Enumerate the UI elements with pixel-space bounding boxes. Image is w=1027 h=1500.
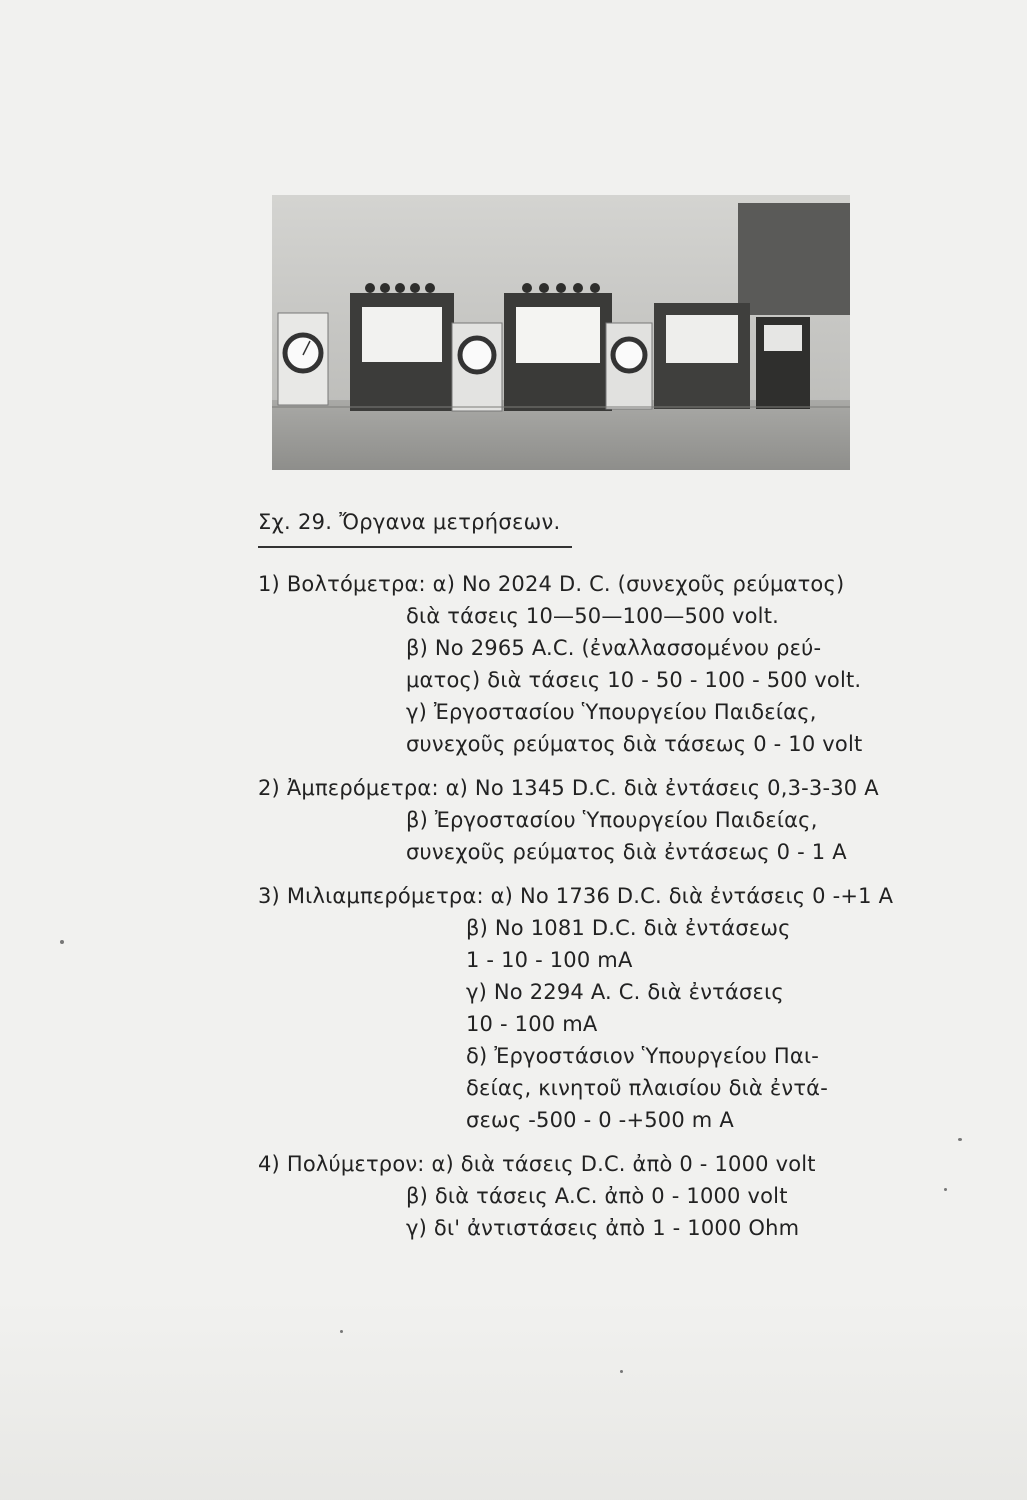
section-milliammeters-c: γ) No 2294 A. C. διὰ ἐντάσεις [466, 980, 784, 1004]
figure-caption: Σχ. 29. Ὄργανα μετρήσεων. [258, 510, 561, 534]
section-milliammeters-c-cont: 10 - 100 mA [466, 1012, 598, 1036]
scan-speck [60, 940, 64, 944]
section-voltmeters-c: γ) Ἐργοστασίου Ὑπουργείου Παιδείας, [406, 700, 817, 724]
section-multimeter-c: γ) δι' ἀντιστάσεις ἀπὸ 1 - 1000 Ohm [406, 1216, 800, 1240]
section-voltmeters-b-cont: ματος) διὰ τάσεις 10 - 50 - 100 - 500 volt. [406, 668, 862, 692]
section-voltmeters-b: β) No 2965 A.C. (ἐναλλασσομένου ρεύ- [406, 636, 822, 660]
instruments-photo [272, 195, 850, 470]
bleed-through-shadow [40, 1372, 890, 1394]
instruments-photo-illustration [272, 195, 850, 470]
caption-underline [258, 546, 572, 548]
section-ammeters-b: β) Ἐργοστασίου Ὑπουργείου Παιδείας, [406, 808, 818, 832]
scan-speck [958, 1138, 962, 1141]
section-voltmeters-c-cont: συνεχοῦς ρεύματος διὰ τάσεως 0 - 10 volt [406, 732, 863, 756]
section-multimeter-b: β) διὰ τάσεις A.C. ἀπὸ 0 - 1000 volt [406, 1184, 788, 1208]
section-ammeters-b-cont: συνεχοῦς ρεύματος διὰ ἐντάσεως 0 - 1 A [406, 840, 847, 864]
section-milliammeters-d-cont: δείας, κινητοῦ πλαισίου διὰ ἐντά- [466, 1076, 828, 1100]
section-multimeter-a: 4) Πολύμετρον: α) διὰ τάσεις D.C. ἀπὸ 0 - 1000 volt [258, 1152, 816, 1176]
section-voltmeters-a: 1) Βολτόμετρα: α) No 2024 D. C. (συνεχοῦς ρεύματος) [258, 572, 845, 596]
section-ammeters-a: 2) Ἀμπερόμετρα: α) No 1345 D.C. διὰ ἐντάσεις 0,3-3-30 A [258, 776, 879, 800]
section-milliammeters-d-cont2: σεως -500 - 0 -+500 m A [466, 1108, 734, 1132]
page-background [0, 1300, 1027, 1500]
section-milliammeters-b: β) No 1081 D.C. διὰ ἐντάσεως [466, 916, 791, 940]
scan-speck [944, 1188, 947, 1191]
section-voltmeters-a-cont: διὰ τάσεις 10—50—100—500 volt. [406, 604, 780, 628]
scan-speck [340, 1330, 343, 1333]
section-milliammeters-d: δ) Ἐργοστάσιον Ὑπουργείου Παι- [466, 1044, 820, 1068]
section-milliammeters-a: 3) Μιλιαμπερόμετρα: α) No 1736 D.C. διὰ ἐντάσεις 0 -+1 A [258, 884, 894, 908]
section-milliammeters-b-cont: 1 - 10 - 100 mA [466, 948, 633, 972]
